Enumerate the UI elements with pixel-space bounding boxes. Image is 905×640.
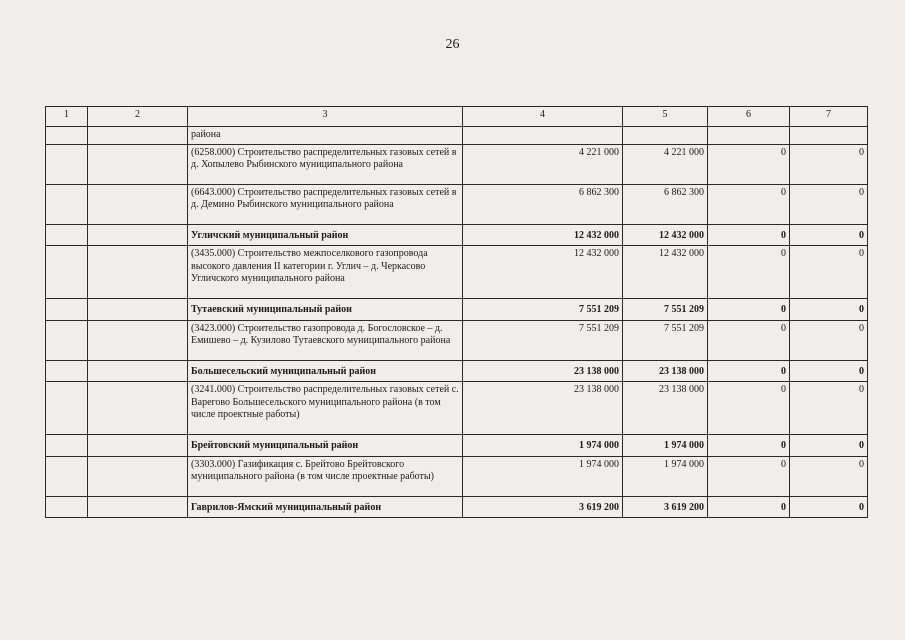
cell-col6: 0 [708,435,790,457]
cell-col6 [708,127,790,145]
cell-col6: 0 [708,320,790,360]
cell-col7: 0 [790,144,868,184]
cell-name: района [188,127,463,145]
cell-col7: 0 [790,224,868,246]
header-cell: 1 [46,107,88,127]
cell-col2 [88,184,188,224]
cell-col5: 7 551 209 [623,299,708,321]
table-row [46,456,868,496]
cell-col4: 6 862 300 [463,184,623,224]
cell-col1 [46,184,88,224]
cell-col4: 4 221 000 [463,144,623,184]
table-row [46,382,868,435]
cell-col1 [46,246,88,299]
cell-col2 [88,456,188,496]
cell-col7: 0 [790,382,868,435]
cell-col7: 0 [790,435,868,457]
cell-col6: 0 [708,246,790,299]
cell-col4: 12 432 000 [463,246,623,299]
district-total-row [46,224,868,246]
cell-name: (6643.000) Строительство распределительных газовых сетей в д. Демино Рыбинского муниципального района [188,184,463,224]
cell-col7: 0 [790,320,868,360]
cell-col5: 7 551 209 [623,320,708,360]
cell-col6: 0 [708,224,790,246]
cell-col6: 0 [708,360,790,382]
cell-col6: 0 [708,144,790,184]
cell-col5: 1 974 000 [623,435,708,457]
cell-col2 [88,320,188,360]
header-cell: 4 [463,107,623,127]
cell-col5: 1 974 000 [623,456,708,496]
cell-col1 [46,360,88,382]
cell-col6: 0 [708,382,790,435]
cell-col5: 23 138 000 [623,360,708,382]
cell-col5: 12 432 000 [623,246,708,299]
cell-col1 [46,299,88,321]
cell-col4: 7 551 209 [463,299,623,321]
cell-col7: 0 [790,456,868,496]
cell-col5: 4 221 000 [623,144,708,184]
cell-col7 [790,127,868,145]
cell-col4: 1 974 000 [463,435,623,457]
cell-col4: 12 432 000 [463,224,623,246]
header-cell: 6 [708,107,790,127]
header-cell: 2 [88,107,188,127]
cell-col1 [46,496,88,518]
cell-name: Угличский муниципальный район [188,224,463,246]
cell-col2 [88,246,188,299]
cell-col2 [88,382,188,435]
cell-col2 [88,360,188,382]
cell-col4: 23 138 000 [463,360,623,382]
budget-table [45,106,868,518]
cell-col7: 0 [790,184,868,224]
cell-col5: 12 432 000 [623,224,708,246]
district-total-row [46,299,868,321]
cell-col1 [46,456,88,496]
page-number: 26 [445,37,460,52]
cell-col5: 23 138 000 [623,382,708,435]
cell-name: Брейтовский муниципальный район [188,435,463,457]
table-row [46,144,868,184]
cell-col5: 6 862 300 [623,184,708,224]
cell-col2 [88,127,188,145]
cell-col1 [46,435,88,457]
cell-col1 [46,224,88,246]
cell-col2 [88,435,188,457]
cell-col7: 0 [790,299,868,321]
cell-col6: 0 [708,456,790,496]
table-row [46,127,868,145]
cell-col6: 0 [708,184,790,224]
cell-col5 [623,127,708,145]
header-cell: 3 [188,107,463,127]
cell-col4 [463,127,623,145]
cell-name: (3435.000) Строительство межпоселкового газопровода высокого давления II категории г. Углич – д. Черкасово Угличского муниципального района [188,246,463,299]
district-total-row [46,496,868,518]
cell-col1 [46,382,88,435]
table-row [46,246,868,299]
cell-col1 [46,144,88,184]
cell-name: (3303.000) Газификация с. Брейтово Брейтовского муниципального района (в том числе проектные работы) [188,456,463,496]
cell-col2 [88,496,188,518]
cell-col4: 1 974 000 [463,456,623,496]
cell-col4: 7 551 209 [463,320,623,360]
table-header-row [46,107,868,127]
cell-col4: 23 138 000 [463,382,623,435]
cell-col7: 0 [790,360,868,382]
cell-col7: 0 [790,246,868,299]
cell-name: (3423.000) Строительство газопровода д. Богословское – д. Емишево – д. Кузилово Тутаевского муниципального района [188,320,463,360]
cell-name: Тутаевский муниципальный район [188,299,463,321]
cell-name: Гаврилов-Ямский муниципальный район [188,496,463,518]
cell-col1 [46,320,88,360]
cell-col2 [88,224,188,246]
header-cell: 5 [623,107,708,127]
cell-col6: 0 [708,299,790,321]
cell-name: Большесельский муниципальный район [188,360,463,382]
cell-col5: 3 619 200 [623,496,708,518]
cell-col7: 0 [790,496,868,518]
cell-col4: 3 619 200 [463,496,623,518]
cell-col6: 0 [708,496,790,518]
table-row [46,320,868,360]
cell-name: (3241.000) Строительство распределительных газовых сетей с. Варегово Большесельского муниципального района (в том числе проектные работы) [188,382,463,435]
cell-name: (6258.000) Строительство распределительных газовых сетей в д. Хопылево Рыбинского муниципального района [188,144,463,184]
table-row [46,184,868,224]
district-total-row [46,360,868,382]
cell-col2 [88,299,188,321]
header-cell: 7 [790,107,868,127]
district-total-row [46,435,868,457]
cell-col1 [46,127,88,145]
cell-col2 [88,144,188,184]
